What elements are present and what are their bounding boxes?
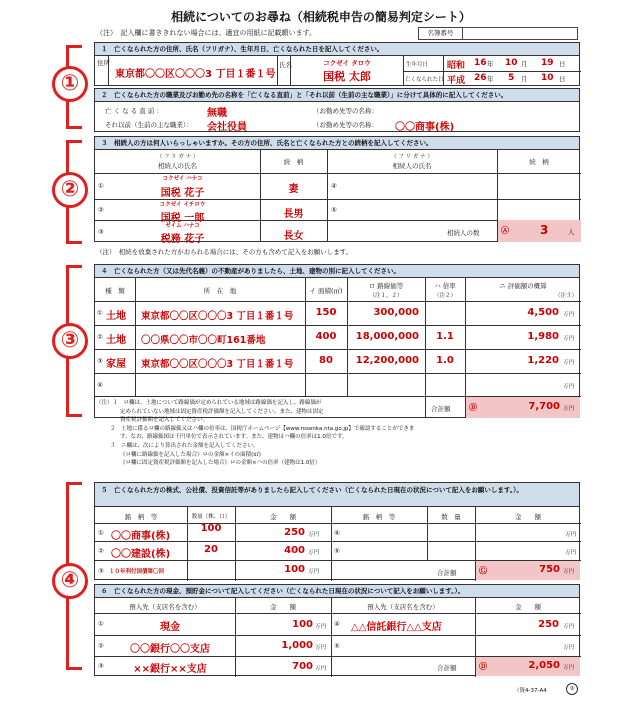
re-row-no: ② <box>97 333 103 341</box>
birth-label: 生年月日 <box>406 62 429 68</box>
cash-row-unit: 万円 <box>563 645 575 651</box>
re-row-rate: 1.0 <box>436 355 454 366</box>
sec-row-no: ③ <box>98 567 104 575</box>
heir-rel: 長女 <box>283 231 304 242</box>
re-total-unit: 万円 <box>563 406 575 412</box>
cash-row-unit: 万円 <box>315 666 327 672</box>
work-name-label-2: （お勤め先等の名称： <box>313 121 378 129</box>
cash-total-box <box>476 657 580 676</box>
sec-col-qty-2: 数 量 <box>441 513 461 521</box>
heir-count-unit: 人 <box>568 228 575 236</box>
death-year: 26 <box>474 73 487 83</box>
re-note-line: ３ ニ欄は、次により算出された金額を記入してください。 <box>110 442 259 449</box>
sec-row-unit: 万円 <box>308 532 320 538</box>
re-col-type: 種 類 <box>105 287 125 295</box>
cash-row-no: ① <box>98 620 104 628</box>
re-row-area: 400 <box>315 331 337 342</box>
section-5-header: ５ 亡くなられた方の株式、公社債、投資信託等がありましたら記入してください（亡くなられた日現在の状況について記入をお願いします。）。 <box>95 483 579 507</box>
cash-row-amount: 1,000 <box>281 640 313 651</box>
deceased-name: 国税 太郎 <box>323 70 371 83</box>
re-col-price-note: （注１，２） <box>369 293 403 299</box>
unit-year: 年 <box>487 75 494 83</box>
re-total-value: 7,700 <box>528 401 560 412</box>
re-col-value-note: （注３） <box>554 293 577 299</box>
birth-day: 19 <box>541 58 554 68</box>
re-col-rate-note: （注２） <box>433 293 456 299</box>
re-row-value: 1,220 <box>527 355 559 366</box>
heir-no: ③ <box>98 228 104 236</box>
re-row-no: ③ <box>97 357 103 365</box>
re-row-type: 家屋 <box>106 359 126 370</box>
work-name-value: 〇〇商事(株) <box>395 122 455 133</box>
heir-col-name-2: 相続人の氏名 <box>392 162 432 170</box>
marker-2: ② <box>52 172 88 208</box>
heir-count-box <box>497 220 581 242</box>
marker-1: ① <box>52 66 88 102</box>
meibo-box <box>418 27 578 40</box>
death-label: 亡くなられた日 <box>405 77 444 83</box>
re-note-line: （注）１ ロ欄は、土地について路線価が定められている地域は路線価を記入し、路線価が <box>96 400 322 406</box>
heir-kana: コクゼイ ハナコ <box>162 176 203 182</box>
re-col-area: イ 面積(㎡) <box>309 287 343 295</box>
unit-day: 日 <box>559 60 566 68</box>
re-note-line: 定められていない地域は固定資産税評価額を記入してください。また、建物は固定 <box>120 408 324 415</box>
re-row-price: 18,000,000 <box>355 331 419 342</box>
heir-col-rel: 続 柄 <box>283 158 304 166</box>
re-row-area: 80 <box>319 355 333 366</box>
re-col-price: ロ 路線価等 <box>368 282 404 290</box>
sec-row-unit: 万円 <box>565 550 577 556</box>
cash-col-bank: 預入先（支店名を含む） <box>129 603 201 611</box>
cash-row-no-right: ⑤ <box>334 642 340 650</box>
heir-count-value: 3 <box>540 223 549 237</box>
re-row-unit: 万円 <box>563 312 575 318</box>
re-col-loc: 所 在 地 <box>203 287 237 295</box>
sec-row-unit: 万円 <box>565 532 577 538</box>
section-4 <box>94 264 580 418</box>
death-era: 平成 <box>447 76 466 86</box>
heir-count-label: 相続人の数 <box>447 229 480 237</box>
re-row-price: 12,200,000 <box>355 355 419 366</box>
re-total-label: 合計額 <box>431 405 451 413</box>
section-3-header: ３ 相続人の方は何人いらっしゃいますか。その方の住所、氏名と亡くなられた方との続柄を記入してください。 <box>95 137 579 150</box>
cash-row-name: 現金 <box>160 622 180 633</box>
cash-row-name: 〇〇銀行〇〇支店 <box>130 644 210 655</box>
cash-col-amount-2: 金 額 <box>515 603 541 611</box>
sec-col-qty: 数量（株、口） <box>191 514 231 520</box>
heir-col-rel-2: 続 柄 <box>529 158 549 166</box>
unit-month: 月 <box>521 75 528 83</box>
sec-row-no-right: ④ <box>334 529 340 537</box>
cash-total-label: 合計額 <box>437 664 457 672</box>
death-day: 10 <box>541 73 554 83</box>
sec-total-unit: 万円 <box>563 569 575 575</box>
page-number: ③ <box>566 683 578 695</box>
re-row-no: ④ <box>97 381 103 389</box>
section-4-header: ４ 亡くなられた方（又は先代名義）の不動産がありましたら、土地、建物の別に記入してください。 <box>95 265 579 278</box>
sec-row-qty: 20 <box>204 544 218 555</box>
heir-no: ① <box>98 182 104 190</box>
sec-row-unit: 万円 <box>308 569 320 575</box>
cash-row-no-right: ④ <box>334 620 340 628</box>
section-2-header: ２ 亡くなられた方の職業及びお勤め先の名称を「亡くなる直前」と「それ以前（生前の主な職業）」に分けて具体的に記入してください。 <box>95 89 579 102</box>
cash-col-bank-2: 預入先（支店名を含む） <box>367 603 439 611</box>
section-1 <box>94 42 580 86</box>
re-row-unit: 万円 <box>563 336 575 342</box>
re-row-loc: 東京都〇〇区〇〇〇3 丁目１番１号 <box>141 311 294 322</box>
re-note-line: 《ロ欄に固定資産税評価額を記入した場合》ロの金額×ハの倍率（建物は1.0倍） <box>120 460 321 467</box>
sec-total-marker: Ⓒ <box>479 566 487 575</box>
sec-total-value: 750 <box>539 564 560 575</box>
re-total-box <box>466 397 580 418</box>
marker-4: ④ <box>52 563 88 599</box>
re-row-rate: 1.1 <box>436 331 454 342</box>
sec-row-amount: 250 <box>284 527 305 538</box>
re-row-loc: 東京都〇〇区〇〇〇3 丁目１番１号 <box>141 359 294 370</box>
cash-row-name-right: △△信託銀行△△支店 <box>351 622 442 633</box>
sec-row-no: ② <box>98 547 104 555</box>
re-row-area: 150 <box>315 307 337 318</box>
heir-col-furigana: （ フ リ ガ ナ ） <box>156 154 199 160</box>
occupation-earlier-value: 会社役員 <box>207 122 247 133</box>
cash-row-unit: 万円 <box>563 624 575 630</box>
sec-row-unit: 万円 <box>308 550 320 556</box>
cash-total-value: 2,050 <box>528 660 560 671</box>
re-row-type: 土地 <box>106 335 126 346</box>
cash-row-amount-right: 250 <box>538 619 559 630</box>
section-6 <box>94 584 580 676</box>
re-total-marker: Ⓑ <box>469 403 477 412</box>
cash-row-name: ××銀行××支店 <box>133 664 207 675</box>
address-label: 住所 <box>97 59 110 67</box>
death-month: 5 <box>508 73 515 83</box>
unit-day: 日 <box>559 75 566 83</box>
re-row-unit: 万円 <box>563 384 575 390</box>
occupation-earlier-label: それ以前（生前の主な職業）： <box>105 121 193 129</box>
sec-row-no: ① <box>98 529 104 537</box>
sec-col-name-2: 銘 柄 等 <box>362 513 396 521</box>
section-3 <box>94 136 580 245</box>
heir-kana: ゼイム ハナコ <box>165 223 200 229</box>
heir-rel: 妻 <box>288 184 299 195</box>
re-note-line: 《ロ欄に路線価を記入した場合》ロの金額×イの面積(㎡) <box>120 451 261 458</box>
re-col-rate: ハ 倍率 <box>434 282 456 290</box>
cash-total-unit: 万円 <box>563 665 575 671</box>
name-label: 氏名 <box>279 61 292 69</box>
cash-row-unit: 万円 <box>315 645 327 651</box>
occupation-before-value: 無職 <box>207 108 227 119</box>
re-row-unit: 万円 <box>563 360 575 366</box>
re-row-type: 土地 <box>106 311 126 322</box>
heir-no-right: ⑤ <box>331 206 337 214</box>
heir-note: （注） 相続を放棄された方がおられる場合には、その方も含めて記入をお願いします。 <box>96 248 353 256</box>
occupation-before-label: 亡 く な る 直 前 ： <box>105 107 163 115</box>
sec-row-name: １０年利付国債第〇回 <box>109 569 165 575</box>
heir-name: 税務 花子 <box>160 234 205 245</box>
sec-row-amount: 400 <box>284 545 305 556</box>
sec-row-qty: 100 <box>200 523 222 534</box>
sec-total-label: 合計額 <box>437 569 457 577</box>
cash-row-no: ③ <box>98 662 104 670</box>
heir-no: ② <box>98 206 104 214</box>
section-1-header: １ 亡くなられた方の住所、氏名（フリガナ）、生年月日、亡くなられた日を記入してください。 <box>95 43 579 56</box>
re-notes <box>96 399 414 468</box>
heir-col-furigana-2: （ フ リ ガ ナ ） <box>391 154 433 160</box>
re-row-value: 1,980 <box>527 331 559 342</box>
deceased-address: 東京都〇〇区〇〇〇3 丁目１番１号 <box>115 69 276 80</box>
re-note-line: ２ 土地に係るロ欄の路線価又はハ欄の倍率は、国税庁ホームページ【www.rosenka.nta.go.jp】で確認することができま <box>110 425 415 432</box>
unit-month: 月 <box>521 60 528 68</box>
heir-col-name: 相続人の氏名 <box>158 162 197 170</box>
page-title: 相続についてのお尋ね（相続税申告の簡易判定シート） <box>171 10 471 24</box>
top-note: （注） 記入欄に書ききれない場合には、適宜の用紙に記載願います。 <box>96 29 316 37</box>
re-note-line: 資産税評価額を記入してください。 <box>120 417 209 424</box>
section-6-header: ６ 亡くなられた方の現金、預貯金について記入してください（亡くなられた日現在の状況について記入をお願いします。）。 <box>95 585 579 598</box>
form-code: （資4-37-A4 <box>514 688 547 694</box>
cash-row-amount: 100 <box>292 619 313 630</box>
sec-row-amount: 100 <box>284 564 305 575</box>
cash-total-marker: Ⓓ <box>479 662 487 671</box>
re-row-loc: 〇〇県〇〇市〇〇町161番地 <box>141 335 266 346</box>
re-note-line: す。なお、路線価図は千円単位で表示されています。また、建物はハ欄の倍率は1.0倍です。 <box>120 434 348 441</box>
meibo-label: 名簿番号 <box>419 28 463 39</box>
sec-total-box <box>476 561 580 580</box>
section-2 <box>94 88 580 132</box>
marker-3: ③ <box>52 323 88 359</box>
sec-row-name: 〇〇建設(株) <box>111 549 171 560</box>
cash-row-unit: 万円 <box>315 624 327 630</box>
heir-kana: コクゼイ イチロウ <box>159 202 206 208</box>
cash-col-amount: 金 額 <box>270 603 296 611</box>
heir-no-right: ④ <box>331 182 337 190</box>
work-name-label: （お勤め先等の名称： <box>313 107 378 115</box>
heir-name: 国税 一郎 <box>160 213 205 224</box>
birth-era: 昭和 <box>447 61 466 71</box>
sec-row-name: 〇〇商事(株) <box>111 531 171 542</box>
birth-year: 16 <box>474 58 487 68</box>
re-row-price: 300,000 <box>373 307 419 318</box>
re-row-no: ① <box>97 309 103 317</box>
cash-row-amount: 700 <box>292 661 313 672</box>
section-5 <box>94 482 580 580</box>
re-col-value: ニ 評価額の概算 <box>499 282 547 290</box>
sec-col-amount-2: 金 額 <box>515 513 541 521</box>
cash-row-no: ② <box>98 642 104 650</box>
heir-count-marker: Ⓐ <box>501 226 509 235</box>
heir-name: 国税 花子 <box>160 188 205 199</box>
sec-col-amount: 金 額 <box>270 513 296 521</box>
sec-col-name: 銘 柄 等 <box>124 513 158 521</box>
sec-row-no-right: ⑤ <box>334 547 340 555</box>
re-row-value: 4,500 <box>527 307 559 318</box>
deceased-furigana: コクゼイ タロウ <box>323 59 371 67</box>
birth-month: 10 <box>505 58 518 68</box>
unit-year: 年 <box>487 60 494 68</box>
heir-rel: 長男 <box>283 209 304 220</box>
